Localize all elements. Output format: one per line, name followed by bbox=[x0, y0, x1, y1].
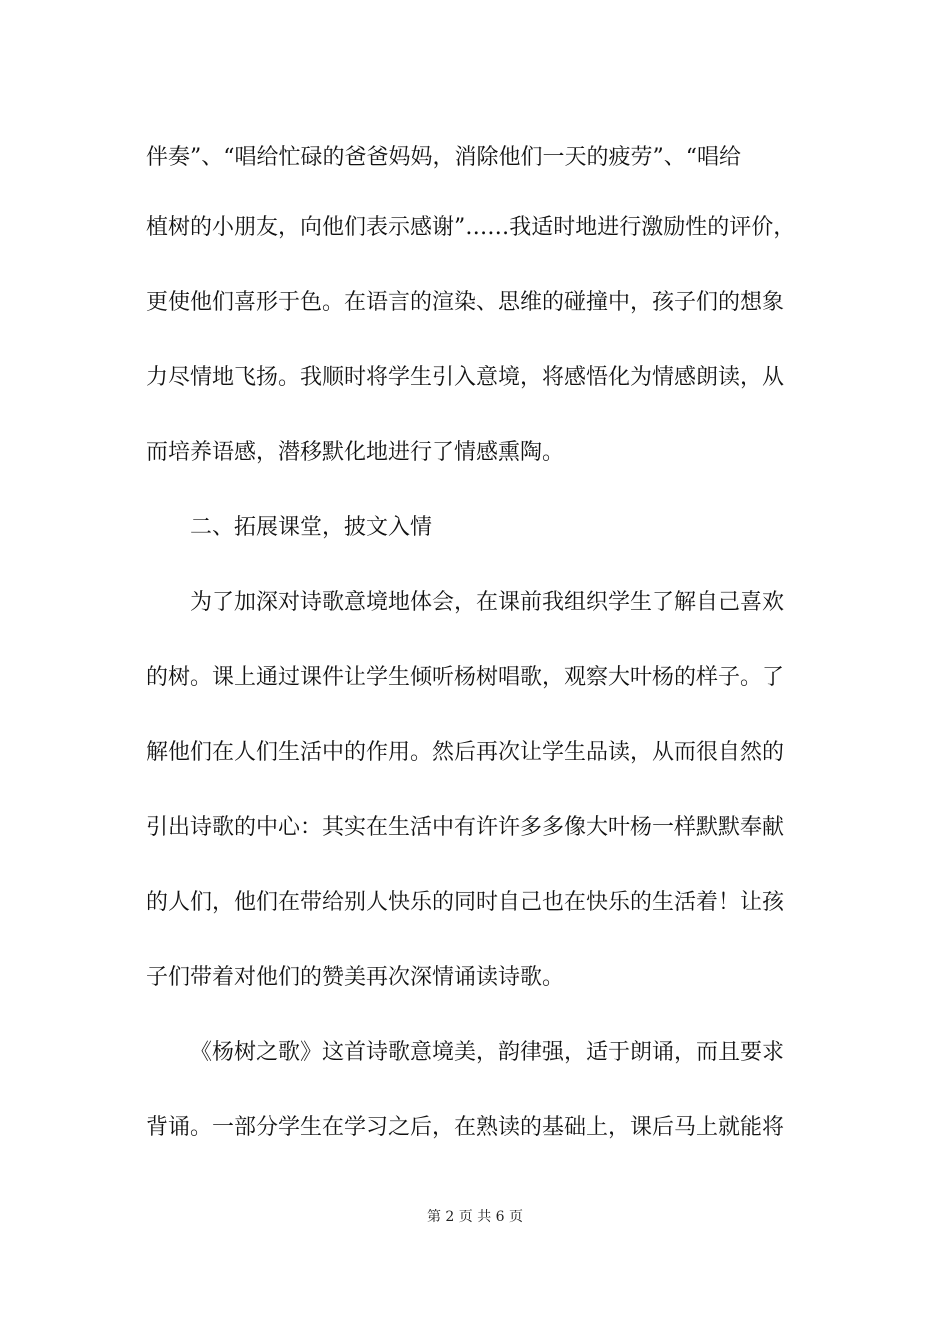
paragraph-line: 《杨树之歌》这首诗歌意境美，韵律强，适于朗诵，而且要求 bbox=[190, 1040, 785, 1065]
paragraph-line: 更使他们喜形于色。在语言的渲染、思维的碰撞中，孩子们的想象 bbox=[146, 290, 785, 315]
paragraph-line: 伴奏”、“唱给忙碌的爸爸妈妈，消除他们一天的疲劳”、“唱给 bbox=[146, 145, 741, 170]
paragraph-line: 为了加深对诗歌意境地体会，在课前我组织学生了解自己喜欢 bbox=[190, 590, 785, 615]
paragraph-line: 而培养语感，潜移默化地进行了情感熏陶。 bbox=[146, 440, 565, 465]
paragraph-line: 力尽情地飞扬。我顺时将学生引入意境，将感悟化为情感朗读，从 bbox=[146, 365, 785, 390]
paragraph-line: 解他们在人们生活中的作用。然后再次让学生品读，从而很自然的 bbox=[146, 740, 785, 765]
paragraph-line: 的树。课上通过课件让学生倾听杨树唱歌，观察大叶杨的样子。了 bbox=[146, 665, 785, 690]
paragraph-line: 背诵。一部分学生在学习之后，在熟读的基础上，课后马上就能将 bbox=[146, 1115, 785, 1140]
page-number-label: 第 2 页 共 6 页 bbox=[426, 1209, 524, 1225]
paragraph-line: 子们带着对他们的赞美再次深情诵读诗歌。 bbox=[146, 965, 565, 990]
paragraph-line: 的人们，他们在带给别人快乐的同时自己也在快乐的生活着！让孩 bbox=[146, 890, 785, 915]
page-footer bbox=[0, 1208, 950, 1226]
section-heading: 二、拓展课堂，披文入情 bbox=[190, 515, 433, 540]
paragraph-line: 引出诗歌的中心：其实在生活中有许许多多像大叶杨一样默默奉献 bbox=[146, 815, 785, 840]
paragraph-line: 植树的小朋友，向他们表示感谢”……我适时地进行激励性的评价， bbox=[146, 215, 796, 240]
